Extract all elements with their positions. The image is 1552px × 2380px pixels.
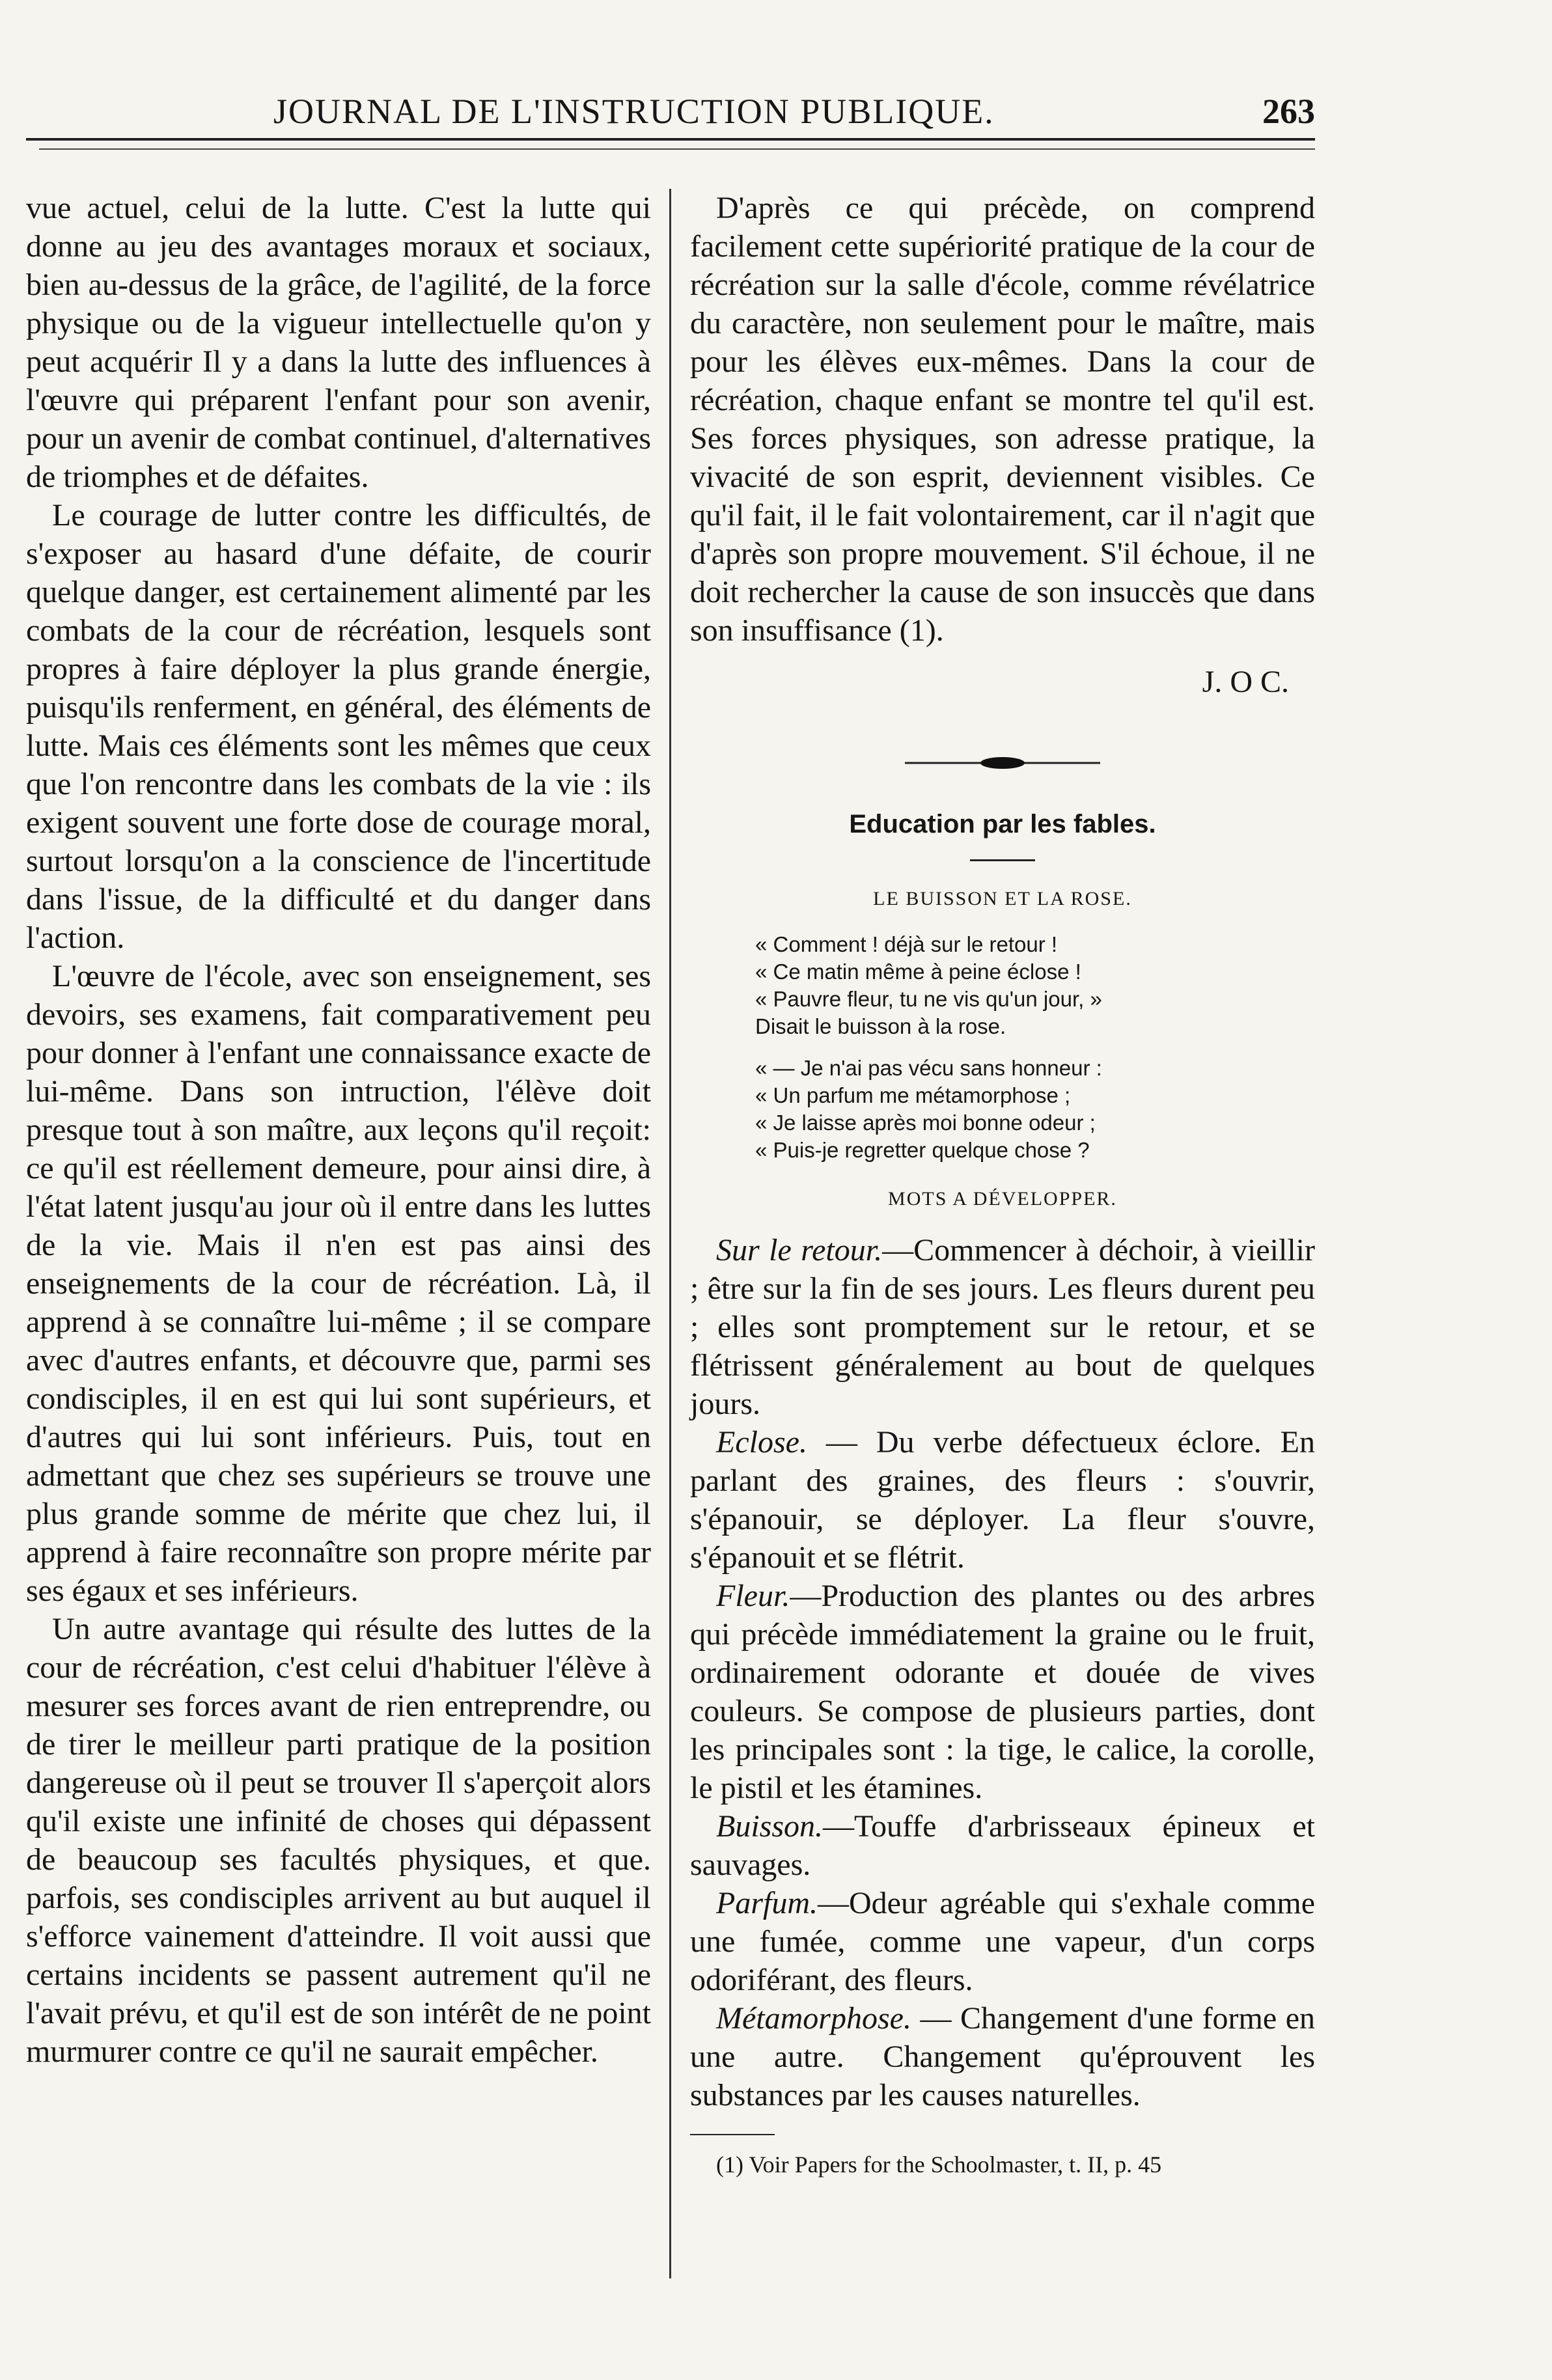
poem-title: LE BUISSON ET LA ROSE.: [873, 888, 1132, 909]
header-rule-secondary: [39, 148, 1315, 150]
definition-text: — Changement d'une forme en une autre. Changement qu'éprouvent les substances par les causes naturelles.: [690, 2001, 1315, 2112]
definition-term: Parfum.: [716, 1886, 818, 1920]
definition: [690, 1231, 1315, 1423]
poem-stanza: [755, 1055, 1315, 1164]
section-title: Education par les fables.: [849, 810, 1156, 838]
poem-line: « Pauvre fleur, tu ne vis qu'un jour, »: [755, 987, 1102, 1011]
left-column: [26, 189, 651, 2071]
footnote-rule: [690, 2134, 775, 2135]
ornament-divider-icon: [905, 753, 1100, 773]
paragraph: vue actuel, celui de la lutte. C'est la lutte qui donne au jeu des avantages moraux et sociaux, bien au-dessus de la grâce, de l'agilité, de la force physique ou de la vigueur intellectuelle qu'on y peut acquérir Il y a dans la lutte des influences à l'œuvre qui préparent l'enfant pour son avenir, pour un avenir de combat continuel, d'alternatives de triomphes et de défaites.: [26, 191, 651, 494]
signature: J. O C.: [1202, 665, 1289, 699]
footnote: (1) Voir Papers for the Schoolmaster, t. II, p. 45: [716, 2152, 1162, 2178]
definition: [690, 1423, 1315, 1577]
page-header: [26, 78, 1315, 143]
poem-line: « Puis-je regretter quelque chose ?: [755, 1138, 1090, 1162]
title-rule: [970, 859, 1035, 861]
definition-term: Buisson.: [716, 1809, 824, 1844]
paragraph: Un autre avantage qui résulte des luttes de la cour de récréation, c'est celui d'habituer l'élève à mesurer ses forces avant de rien entreprendre, ou de tirer le meilleur parti pratique de la position dangereuse où il peut se trouver Il s'aperçoit alors qu'il existe une infinité de choses qui dépassent de beaucoup ses facultés physiques, et que. parfois, ses condisciples arrivent au but auquel il s'efforce vainement d'atteindre. Il voit aussi que certains incidents se passent autrement qu'il ne l'avait prévu, et qu'il est de son intérêt de ne point murmurer contre ce qu'il ne saurait empêcher.: [26, 1612, 651, 2069]
paragraph: Le courage de lutter contre les difficultés, de s'exposer au hasard d'une défaite, de courir quelque danger, est certainement alimenté par les combats de la cour de récréation, lesquels sont propres à faire déployer la plus grande énergie, puisqu'ils renferment, en général, des éléments de lutte. Mais ces éléments sont les mêmes que ceux que l'on rencontre dans les combats de la vie : ils exigent souvent une forte dose de courage moral, surtout lorsqu'on a la conscience de l'incertitude dans l'issue, de la difficulté et du danger dans l'action.: [26, 498, 651, 955]
poem-line: « — Je n'ai pas vécu sans honneur :: [755, 1056, 1102, 1080]
definition-text: —Production des plantes ou des arbres qui précède immédiatement la graine ou le fruit, ordinairement odorante et douée de vives couleurs. Se compose de plusieurs parties, dont les principales sont : la tige, le calice, la corolle, le pistil et les étamines.: [690, 1579, 1315, 1805]
paragraph: L'œuvre de l'école, avec son enseignement, ses devoirs, ses examens, fait comparativement peu pour donner à l'enfant une connaissance exacte de lui-même. Dans son intruction, l'élève doit presque tout à son maître, aux leçons qu'il reçoit: ce qu'il est réellement demeure, pour ainsi dire, à l'état latent jusqu'au jour où il entre dans les luttes de la vie. Mais il n'en est pas ainsi des enseignements de la cour de récréation. Là, il apprend à se connaître lui-même ; il se compare avec d'autres enfants, et découvre que, parmi ses condisciples, il en est qui lui sont supérieurs, et d'autres qui lui sont inférieurs. Puis, tout en admettant que chez ses supérieurs se trouve une plus grande somme de mérite que chez lui, il apprend à faire reconnaître son propre mérite par ses égaux et ses inférieurs.: [26, 959, 651, 1608]
definition-term: Eclose.: [716, 1425, 807, 1460]
definition-text: — Du verbe défectueux éclore. En parlant des graines, des fleurs : s'ouvrir, s'épanouir, se déployer. La fleur s'ouvre, s'épanouit et se flétrit.: [690, 1425, 1315, 1575]
poem-line: « Je laisse après moi bonne odeur ;: [755, 1111, 1096, 1135]
poem-line: « Un parfum me métamorphose ;: [755, 1083, 1071, 1107]
definition: [690, 1577, 1315, 1807]
right-column: [690, 189, 1315, 2184]
definition-text: —Odeur agréable qui s'exhale comme une fumée, comme une vapeur, d'un corps odoriférant, des fleurs.: [690, 1886, 1315, 1997]
column-divider: [669, 189, 671, 2278]
definition-term: Fleur.: [716, 1579, 790, 1613]
poem-line: Disait le buisson à la rose.: [755, 1014, 1006, 1038]
definition: [690, 1999, 1315, 2114]
definition: [690, 1807, 1315, 1884]
definition-term: Sur le retour.: [716, 1233, 883, 1267]
paragraph: D'après ce qui précède, on comprend facilement cette supériorité pratique de la cour de récréation sur la salle d'école, comme révélatrice du caractère, non seulement pour le maître, mais pour les élèves eux-mêmes. Dans la cour de récréation, chaque enfant se montre tel qu'il est. Ses forces physiques, son adresse pratique, la vivacité de son esprit, deviennent visibles. Ce qu'il fait, il le fait volontairement, car il n'agit que d'après son propre mouvement. S'il échoue, il ne doit rechercher la cause de son insuccès que dans son insuffisance (1).: [690, 191, 1315, 648]
journal-title: JOURNAL DE L'INSTRUCTION PUBLIQUE.: [273, 92, 995, 131]
poem-line: « Comment ! déjà sur le retour !: [755, 932, 1058, 956]
definition-text: —Commencer à déchoir, à vieillir ; être sur la fin de ses jours. Les fleurs durent peu ; elles sont promptement sur le retour, et se flétrissent généralement au bout de quelques jours.: [690, 1233, 1316, 1421]
poem-stanza: [755, 931, 1315, 1040]
page-number: 263: [1262, 92, 1315, 131]
definition-text: —Touffe d'arbrisseaux épineux et sauvages.: [690, 1809, 1315, 1882]
definition: [690, 1884, 1315, 1999]
poem-line: « Ce matin même à peine éclose !: [755, 960, 1081, 984]
words-title: MOTS A DÉVELOPPER.: [888, 1188, 1117, 1210]
header-rule: [26, 138, 1315, 141]
poem: [755, 931, 1315, 1164]
definition-term: Métamorphose.: [716, 2001, 911, 2036]
